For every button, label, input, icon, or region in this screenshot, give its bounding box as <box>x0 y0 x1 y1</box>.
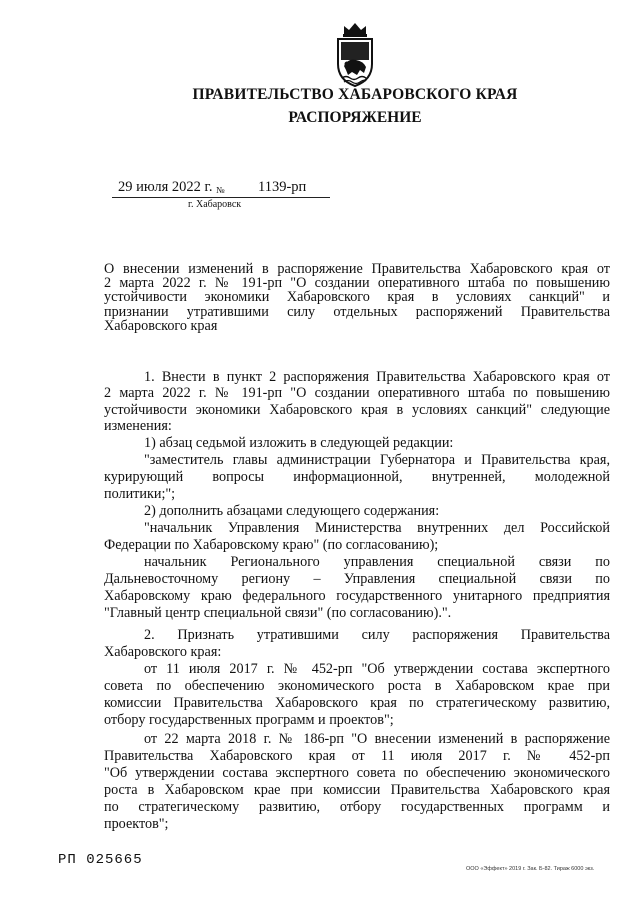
document-number: 1139-рп <box>258 179 307 195</box>
organization-title: ПРАВИТЕЛЬСТВО ХАБАРОВСКОГО КРАЯ <box>192 86 518 103</box>
document-type: РАСПОРЯЖЕНИЕ <box>288 109 422 126</box>
document-place: г. Хабаровск <box>188 199 242 210</box>
print-info: ООО «Эффект» 2019 г. Зак. Б-82. Тираж 6000 экз. <box>466 866 595 872</box>
body-line: от 11 июля 2017 г. № 452-рп "Об утверждении состава экспертного <box>144 661 610 677</box>
body-line: 2. Признать утратившими силу распоряжения Правительства <box>144 627 610 643</box>
khabarovsk-coat-of-arms-icon <box>330 20 380 88</box>
body-line: 2) дополнить абзацами следующего содержания: <box>144 503 440 519</box>
body-line: 1) абзац седьмой изложить в следующей редакции: <box>144 435 454 451</box>
title-line: признании утратившими силу отдельных распоряжений Правительства <box>104 304 610 320</box>
body-line: курирующий вопросы информационной, внутренней, молодежной <box>104 469 610 485</box>
body-line: Федерации по Хабаровскому краю" (по согласованию); <box>104 537 439 553</box>
form-serial-number: РП 025665 <box>58 852 143 868</box>
body-line: устойчивости экономики Хабаровского края в условиях санкций" следующие <box>104 402 610 418</box>
body-line: 2 марта 2022 г. № 191-рп "О создании оперативного штаба по повышению <box>104 385 610 401</box>
number-label: № <box>216 185 225 195</box>
title-line: Хабаровского края <box>104 318 218 334</box>
body-line: политики;"; <box>104 486 176 502</box>
body-line: по стратегическому развитию, отбору государственных программ и <box>104 799 610 815</box>
body-line: "заместитель главы администрации Губернатора и Правительства края, <box>144 452 610 468</box>
body-line: от 22 марта 2018 г. № 186-рп "О внесении изменений в распоряжение <box>144 731 610 747</box>
body-line: изменения: <box>104 418 172 434</box>
body-line: 1. Внести в пункт 2 распоряжения Правительства Хабаровского края от <box>144 369 610 385</box>
body-line: Хабаровскому краю федерального государственного унитарного предприятия <box>104 588 610 604</box>
date-underline <box>112 197 330 198</box>
body-line: начальник Регионального управления специальной связи по <box>144 554 610 570</box>
body-line: отбору государственных программ и проектов"; <box>104 712 394 728</box>
body-line: проектов"; <box>104 816 169 832</box>
body-line: роста в Хабаровском крае при комиссии Правительства Хабаровского края <box>104 782 610 798</box>
body-line: совета по обеспечению экономического роста в Хабаровском крае при <box>104 678 610 694</box>
body-line: Хабаровского края: <box>104 644 222 660</box>
title-line: О внесении изменений в распоряжение Правительства Хабаровского края от <box>104 261 610 277</box>
document-date: 29 июля 2022 г. <box>118 179 213 195</box>
body-line: "Главный центр специальной связи" (по согласованию).". <box>104 605 452 621</box>
title-line: 2 марта 2022 г. № 191-рп "О создании оперативного штаба по повышению <box>104 275 610 291</box>
body-line: Дальневосточному региону – Управления специальной связи по <box>104 571 610 587</box>
body-line: "начальник Управления Министерства внутренних дел Российской <box>144 520 610 536</box>
body-line: Правительства Хабаровского края от 11 июля 2017 г. № 452-рп <box>104 748 610 764</box>
body-line: "Об утверждении состава экспертного совета по обеспечению экономического <box>104 765 610 781</box>
body-line: комиссии Правительства Хабаровского края по стратегическому развитию, <box>104 695 610 711</box>
title-line: устойчивости экономики Хабаровского края в условиях санкций" и <box>104 289 610 305</box>
